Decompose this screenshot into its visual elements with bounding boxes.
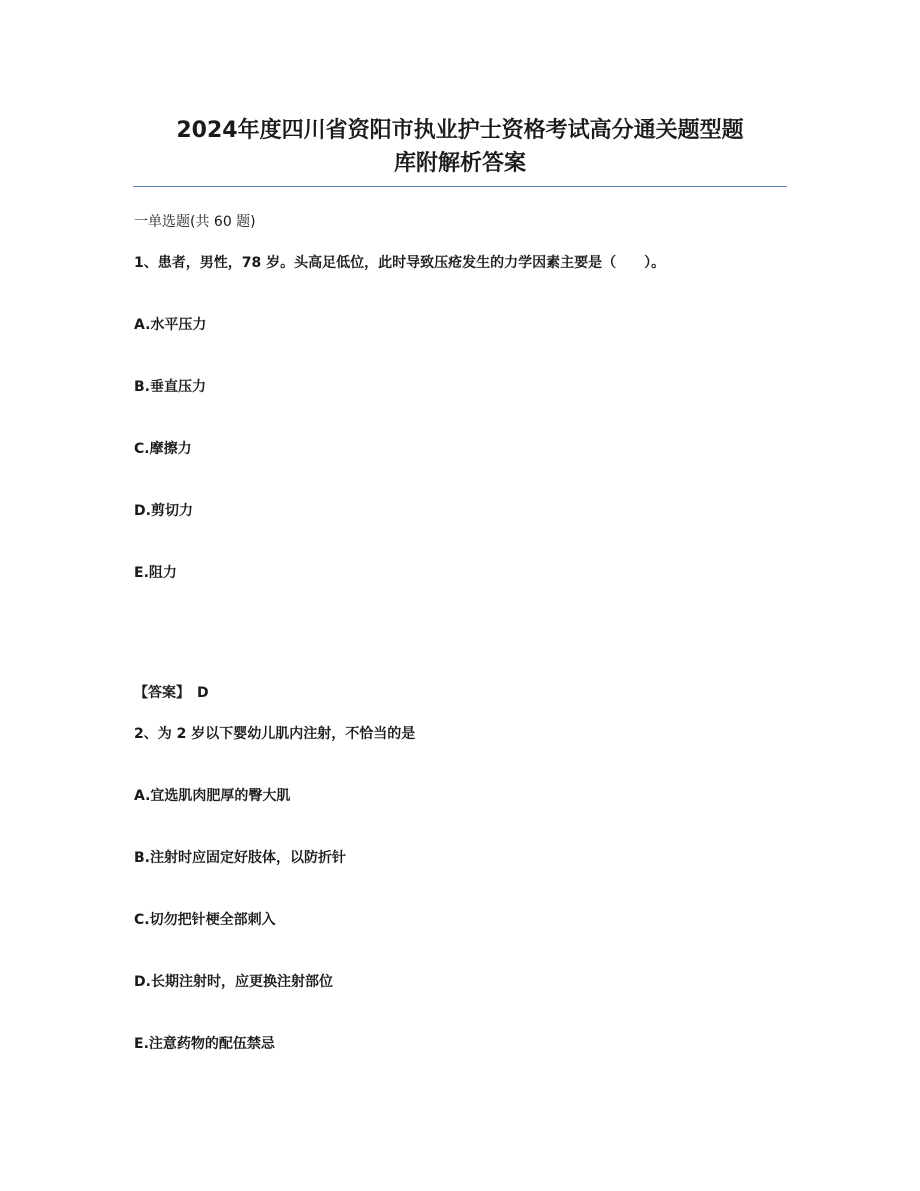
question-2-stem: 2、为 2 岁以下婴幼儿肌内注射，不恰当的是 [134,726,416,742]
question-2-option-d: D.长期注射时，应更换注射部位 [134,974,333,990]
title-divider [133,186,787,187]
document-title [120,114,800,180]
question-1-option-c: C.摩擦力 [134,441,192,457]
title-line-1: 2024年度四川省资阳市执业护士资格考试高分通关题型题 [176,118,744,143]
question-2-option-c: C.切勿把针梗全部刺入 [134,912,276,928]
question-2-option-a: A.宜选肌肉肥厚的臀大肌 [134,788,291,804]
question-1-option-a: A.水平压力 [134,317,207,333]
question-1-option-d: D.剪切力 [134,503,193,519]
question-1-option-b: B.垂直压力 [134,379,206,395]
title-line-2: 库附解析答案 [393,151,526,176]
section-heading: 一单选题(共 60 题) [134,214,256,230]
question-2-option-b: B.注射时应固定好肢体，以防折针 [134,850,346,866]
question-2-option-e: E.注意药物的配伍禁忌 [134,1036,275,1052]
question-1-answer: 【答案】 D [134,685,209,701]
question-1-stem: 1、患者，男性，78 岁。头高足低位，此时导致压疮发生的力学因素主要是（ ）。 [134,255,666,271]
question-1-option-e: E.阻力 [134,565,177,581]
